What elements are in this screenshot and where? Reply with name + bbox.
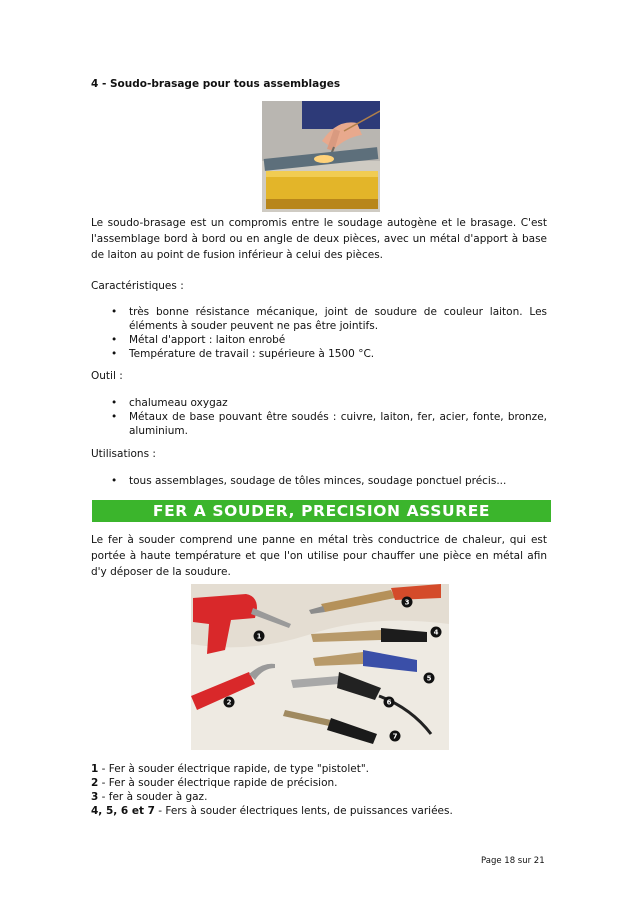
section-banner: FER A SOUDER, PRECISION ASSUREE [92,500,551,522]
list-item: • chalumeau oxygaz [91,396,547,410]
list-item: • Métaux de base pouvant être soudés : cuivre, laiton, fer, acier, fonte, bronze, aluminium. [91,410,547,438]
figure-label-6: 6 [386,698,392,707]
intro-paragraph: Le soudo-brasage est un compromis entre le soudage autogène et le brasage. C'est l'assemblage bord à bord ou en angle de deux pièces, avec un métal d'apport à base de laiton au point de fusion inférieur à celui des pièces. [91,217,547,261]
tool-heading: Outil : [91,370,123,382]
list-item: • Métal d'apport : laiton enrobé [91,333,547,347]
figure-legend [91,762,453,818]
list-item: • Température de travail : supérieure à 1500 °C. [91,347,547,361]
brazing-photo [262,101,380,212]
figure-label-3: 3 [404,598,410,607]
legend-item: 1 - Fer à souder électrique rapide, de type "pistolet". [91,763,370,775]
uses-list [91,474,547,488]
figure-label-4: 4 [433,628,439,637]
legend-item: 4, 5, 6 et 7 - Fers à souder électriques lents, de puissances variées. [91,805,453,817]
characteristics-heading: Caractéristiques : [91,280,184,292]
page-number: Page 18 sur 21 [481,856,545,866]
legend-item: 2 - Fer à souder électrique rapide de précision. [91,777,338,789]
section-title: 4 - Soudo-brasage pour tous assemblages [91,78,341,90]
figure-label-1: 1 [256,632,262,641]
uses-heading: Utilisations : [91,448,156,460]
soldering-iron-paragraph: Le fer à souder comprend une panne en métal très conductrice de chaleur, qui est portée à haute température et que l'on utilise pour chauffer une pièce en métal afin d'y déposer de la soudure. [91,534,547,578]
characteristics-list [91,305,547,361]
figure-label-2: 2 [226,698,232,707]
list-item: • tous assemblages, soudage de tôles minces, soudage ponctuel précis... [91,474,547,488]
figure-label-7: 7 [392,732,398,741]
soldering-irons-photo [191,584,449,750]
list-item: • très bonne résistance mécanique, joint de soudure de couleur laiton. Les éléments à souder peuvent ne pas être jointifs. [91,305,547,333]
tool-list [91,396,547,438]
legend-item: 3 - fer à souder à gaz. [91,791,208,803]
figure-label-5: 5 [426,674,432,683]
